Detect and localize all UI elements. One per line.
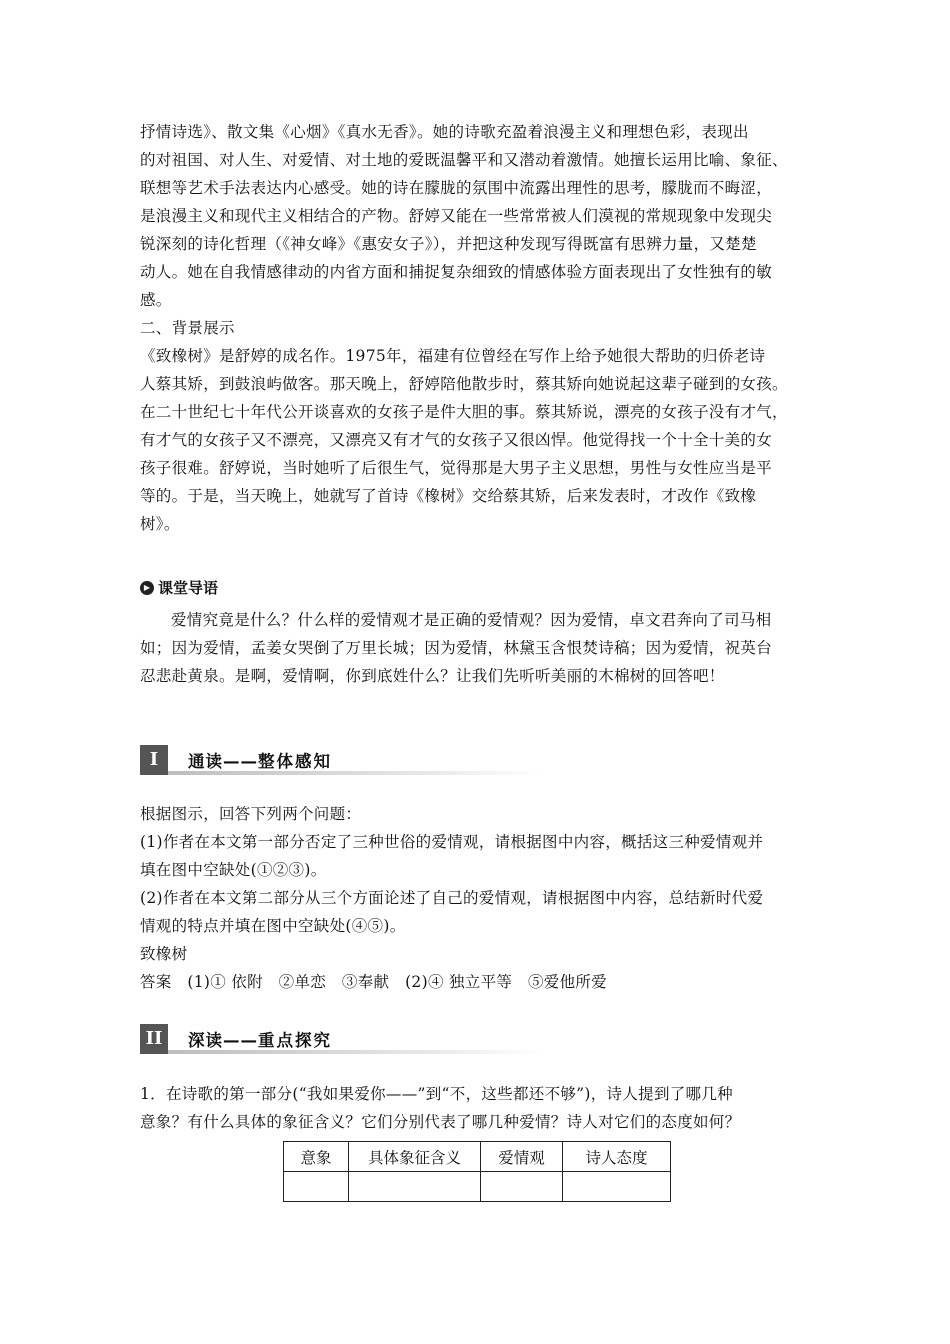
section-title-sub: 整体感知 <box>258 752 332 771</box>
paragraph-line: 抒情诗选》、散文集《心烟》《真水无香》。她的诗歌充盈着浪漫主义和理想色彩，表现出 <box>140 123 749 141</box>
paragraph-line: 忍悲赴黄泉。是啊，爱情啊，你到底姓什么？让我们先听听美丽的木棉树的回答吧！ <box>140 667 725 685</box>
question-line: 意象？有什么具体的象征含义？它们分别代表了哪几种爱情？诗人对它们的态度如何？ <box>140 1113 741 1131</box>
paragraph-line: 填在图中空缺处(①②③)。 <box>140 861 327 879</box>
table-header-cell: 爱情观 <box>481 1142 563 1172</box>
answer-line: 答案 (1)① 依附 ②单恋 ③奉献 (2)④ 独立平等 ⑤爱他所爱 <box>140 973 607 991</box>
section-title-dash: —— <box>223 752 258 771</box>
read-through-section <box>140 800 820 996</box>
poem-title: 致橡树 <box>140 945 188 963</box>
class-intro-section <box>140 606 820 690</box>
section-heading-background: 二、背景展示 <box>140 319 235 337</box>
deep-read-section <box>140 1080 820 1136</box>
paragraph-line: 在二十世纪七十年代公开谈喜欢的女孩子是件大胆的事。蔡其矫说，漂亮的女孩子没有才气， <box>140 403 788 421</box>
paragraph-line: 孩子很难。舒婷说，当时她听了后很生气，觉得那是大男子主义思想，男性与女性应当是平 <box>140 459 773 477</box>
paragraph-line: (2)作者在本文第二部分从三个方面论述了自己的爱情观，请根据图中内容，总结新时代爱 <box>140 889 764 907</box>
paragraph-line: 的对祖国、对人生、对爱情、对土地的爱既温馨平和又潜动着激情。她擅长运用比喻、象征、 <box>140 151 788 169</box>
section-underline <box>168 771 540 775</box>
paragraph-line: 如；因为爱情，孟姜女哭倒了万里长城；因为爱情，林黛玉含恨焚诗稿；因为爱情，祝英台 <box>140 639 773 657</box>
section-title-main: 深读 <box>188 1031 223 1050</box>
paragraph-line: 根据图示，回答下列两个问题： <box>140 805 362 823</box>
table-header-cell: 诗人态度 <box>563 1142 671 1172</box>
section-title <box>188 1027 332 1051</box>
table-cell <box>563 1172 671 1202</box>
section-number-badge: II <box>140 1024 168 1054</box>
question-line: 1．在诗歌的第一部分(“我如果爱你——”到“不，这些都还不够”)，诗人提到了哪几种 <box>140 1085 733 1103</box>
paragraph-line: 等的。于是，当天晚上，她就写了首诗《橡树》交给蔡其矫，后来发表时，才改作《致橡 <box>140 487 757 505</box>
paragraph-line: 联想等艺术手法表达内心感受。她的诗在朦胧的氛围中流露出理性的思考，朦胧而不晦涩， <box>140 179 773 197</box>
class-intro-title: 课堂导语 <box>158 579 219 597</box>
section-underline <box>168 1050 540 1054</box>
paragraph-line: 锐深刻的诗化哲理（《神女峰》《惠安女子》），并把这种发现写得既富有思辨力量，又楚楚 <box>140 235 757 253</box>
paragraph-line: 《致橡树》是舒婷的成名作。1975年，福建有位曾经在写作上给予她很大帮助的归侨老诗 <box>140 347 766 365</box>
paragraph-line: 是浪漫主义和现代主义相结合的产物。舒婷又能在一些常常被人们漠视的常规现象中发现尖 <box>140 207 773 225</box>
section-header-read-through <box>140 745 540 775</box>
paragraph-line: 人蔡其矫，到鼓浪屿做客。那天晚上，舒婷陪他散步时，蔡其矫向她说起这辈子碰到的女孩。 <box>140 375 788 393</box>
table-cell <box>284 1172 349 1202</box>
table-cell <box>349 1172 481 1202</box>
table-row <box>284 1172 671 1202</box>
section-title-dash: —— <box>223 1031 258 1050</box>
table-header-row <box>284 1142 671 1172</box>
table-header-cell: 意象 <box>284 1142 349 1172</box>
paragraph-line: 有才气的女孩子又不漂亮，又漂亮又有才气的女孩子又很凶悍。他觉得找一个十全十美的女 <box>140 431 773 449</box>
section-title <box>188 748 332 772</box>
paragraph-line: (1)作者在本文第一部分否定了三种世俗的爱情观，请根据图中内容，概括这三种爱情观并 <box>140 833 764 851</box>
paragraph-line: 感。 <box>140 291 172 309</box>
paragraph-line: 树》。 <box>140 515 180 533</box>
table-cell <box>481 1172 563 1202</box>
paragraph-line: 爱情究竟是什么？什么样的爱情观才是正确的爱情观？因为爱情，卓文君奔向了司马相 <box>171 611 772 629</box>
class-intro-heading <box>140 577 218 598</box>
intro-section <box>140 118 820 538</box>
section-number-badge: I <box>140 745 168 775</box>
section-title-sub: 重点探究 <box>258 1031 332 1050</box>
play-triangle-icon: ▶ <box>140 581 154 595</box>
section-header-deep-read <box>140 1024 540 1054</box>
paragraph-line: 情观的特点并填在图中空缺处(④⑤)。 <box>140 917 406 935</box>
table-header-cell: 具体象征含义 <box>349 1142 481 1172</box>
paragraph-line: 动人。她在自我情感律动的内省方面和捕捉复杂细致的情感体验方面表现出了女性独有的敏 <box>140 263 773 281</box>
imagery-table <box>283 1141 671 1202</box>
section-title-main: 通读 <box>188 752 223 771</box>
